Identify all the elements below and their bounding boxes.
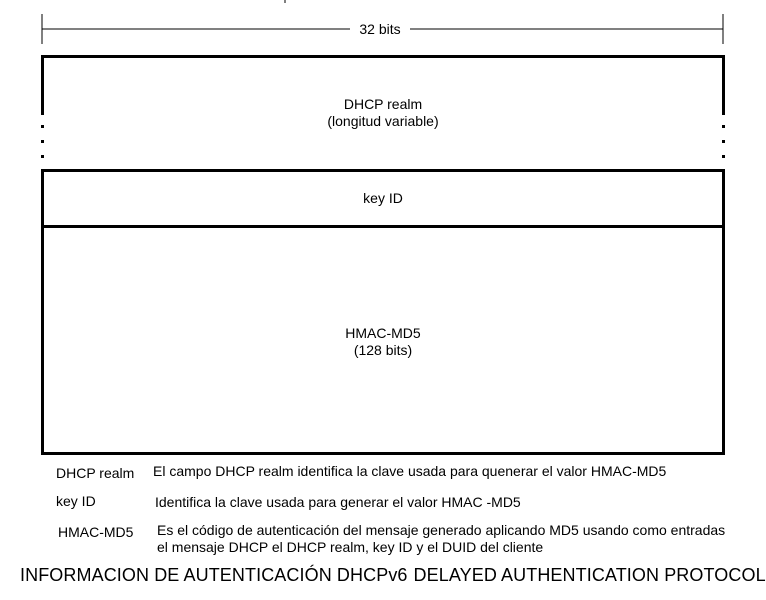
legend-term-key-id: key ID	[56, 493, 96, 509]
continuation-dots-right	[722, 125, 725, 170]
legend-text-hmac-md5-line1: Es el código de autenticación del mensaje generado aplicando MD5 usando como entradas	[157, 522, 726, 538]
continuation-dots-left	[41, 125, 44, 170]
figure-caption-part2: DELAYED AUTHENTICATION PROTOCOL	[413, 565, 766, 585]
legend-text-key-id: Identifica la clave usada para generar el valor HMAC -MD5	[155, 494, 521, 510]
field-dhcp-realm-label: DHCP realm	[343, 96, 423, 112]
field-hmac-md5-label: HMAC-MD5	[345, 325, 421, 341]
field-dhcp-realm-length: (longitud variable)	[327, 113, 439, 129]
width-label: 32 bits	[359, 21, 401, 37]
figure-caption-part1: INFORMACION DE AUTENTICACIÓN DHCPv6	[20, 565, 408, 585]
field-key-id-label: key ID	[363, 190, 403, 206]
legend-term-dhcp-realm: DHCP realm	[56, 465, 135, 481]
legend-text-dhcp-realm: El campo DHCP realm identifica la clave usada para quenerar el valor HMAC-MD5	[153, 463, 667, 479]
figure-caption	[20, 565, 766, 586]
field-hmac-md5-length: (128 bits)	[353, 342, 413, 358]
legend-term-hmac-md5: HMAC-MD5	[58, 524, 134, 540]
legend-text-hmac-md5-line2: el mensaje DHCP el DHCP realm, key ID y el DUID del cliente	[157, 539, 544, 555]
